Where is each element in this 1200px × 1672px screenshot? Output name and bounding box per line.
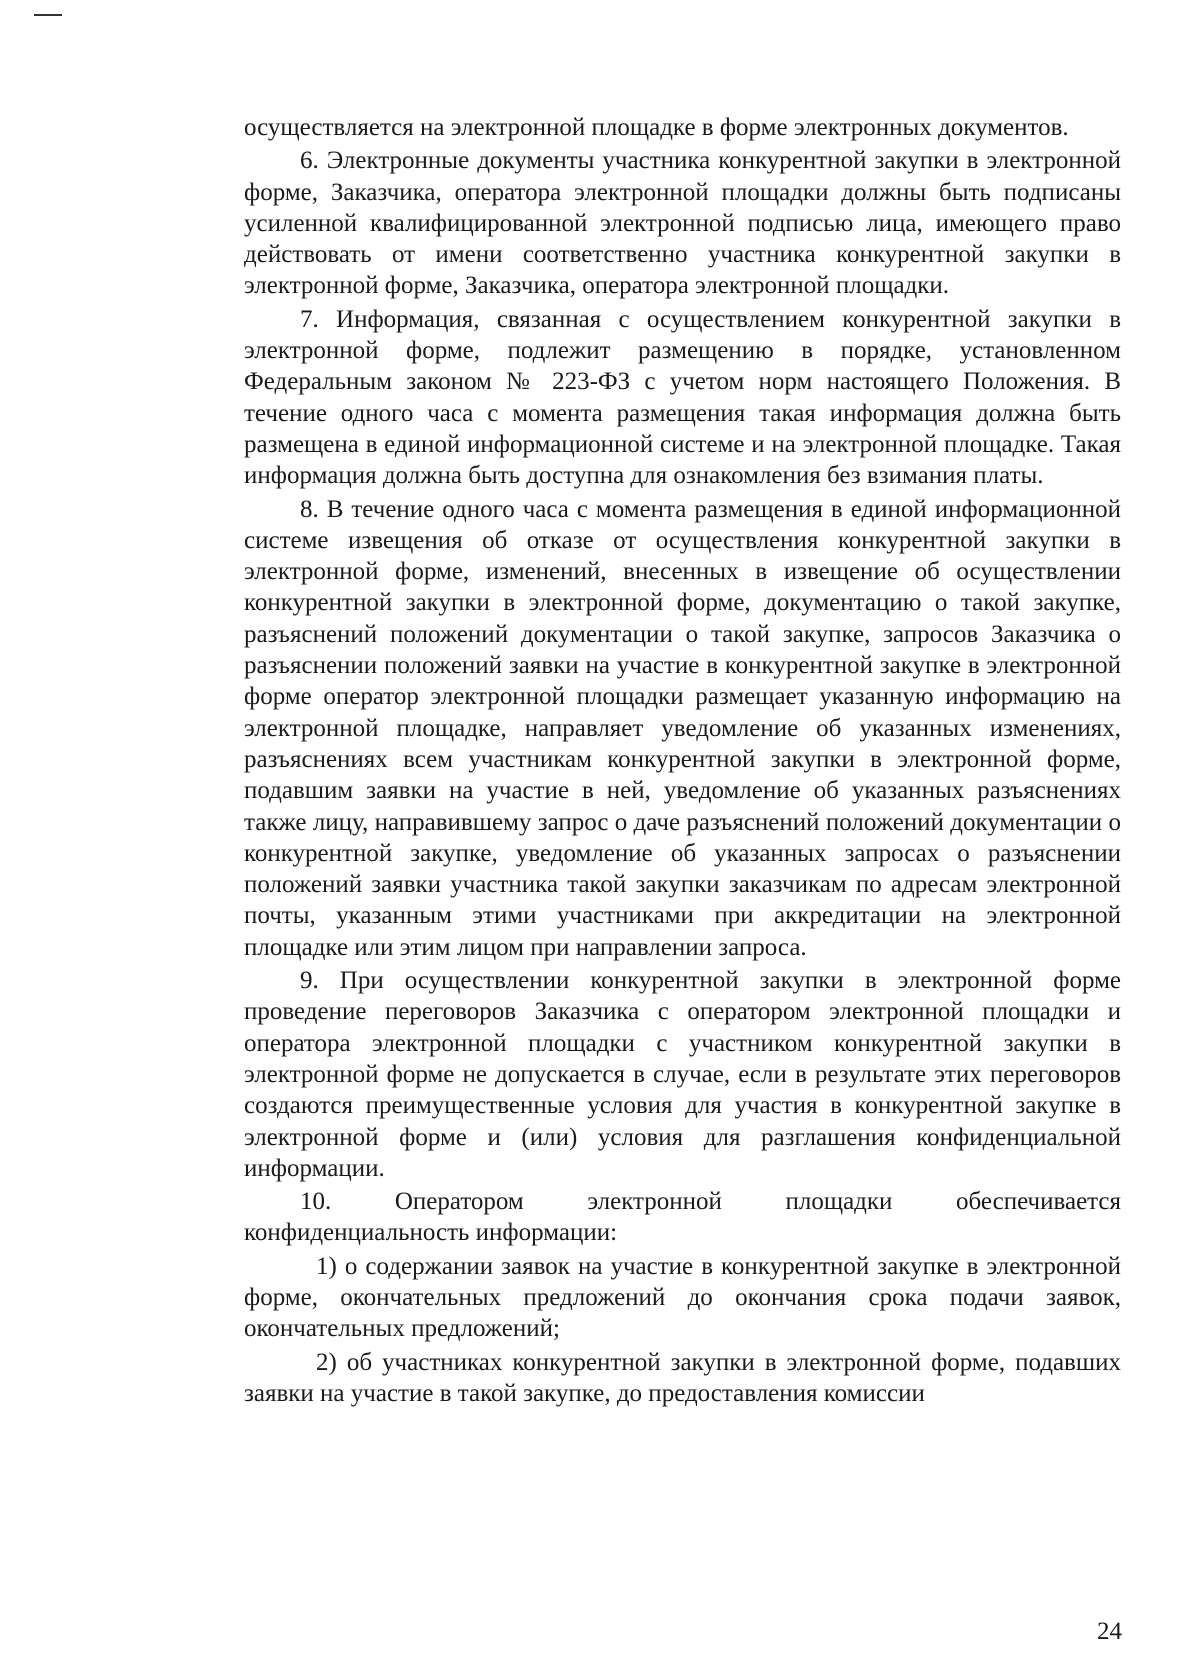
list-item-2: 2) об участниках конкурентной закупки в электронной форме, подавших заявки на участие в такой закупке, до предоставления комиссии (244, 1348, 1121, 1407)
paragraph-9: 9. При осуществлении конкурентной закупки в электронной форме проведение переговоров Заказчика с оператором электронной площадки и оператора электронной площадки с участником конкурентной закупки в электронной форме не допускается в случае, если в результате этих переговоров создаются преимущественные условия для участия в конкурентной закупке в электронной форме и (или) условия для разглашения конфиденциальной информации. (244, 967, 1121, 1182)
paragraph-8: 8. В течение одного часа с момента размещения в единой информационной системе извещения об отказе от осуществления конкурентной закупки в электронной форме, изменений, внесенных в извещение об осуществлении конкурентной закупки в электронной форме, документацию о такой закупке, разъяснений положений документации о такой закупке, запросов Заказчика о разъяснении положений заявки на участие в конкурентной закупке в электронной форме оператор электронной площадки размещает указанную информацию на электронной площадке, направляет уведомление об указанных изменениях, разъяснениях всем участникам конкурентной закупки в электронной форме, подавшим заявки на участие в ней, уведомление об указанных разъяснениях также лицу, направившему запрос о даче разъяснений положений документации о конкурентной закупке, уведомление об указанных запросах о разъяснении положений заявки участника такой закупки заказчикам по адресам электронной почты, указанным этими участниками при аккредитации на электронной площадке или этим лицом при направлении запроса. (244, 495, 1121, 961)
paragraph-7: 7. Информация, связанная с осуществлением конкурентной закупки в электронной форме, подлежит размещению в порядке, установленном Федеральным законом № 223-ФЗ с учетом норм настоящего Положения. В течение одного часа с момента размещения такая информация должна быть размещена в единой информационной системе и на электронной площадке. Такая информация должна быть доступна для ознакомления без взимания платы. (244, 305, 1121, 490)
paragraph-continuation: осуществляется на электронной площадке в форме электронных документов. (244, 114, 1069, 141)
scan-corner-mark (34, 14, 62, 16)
page-number: 24 (1097, 1618, 1122, 1645)
paragraph-6: 6. Электронные документы участника конкурентной закупки в электронной форме, Заказчика, оператора электронной площадки должны быть подписаны усиленной квалифицированной электронной подписью лица, имеющего право действовать от имени соответственно участника конкурентной закупки в электронной форме, Заказчика, оператора электронной площадки. (244, 147, 1121, 300)
paragraph-10: 10. Оператором электронной площадки обеспечивается конфиденциальность информации: (244, 1188, 1121, 1247)
list-item-1: 1) о содержании заявок на участие в конкурентной закупке в электронной форме, окончательных предложений до окончания срока подачи заявок, окончательных предложений; (244, 1252, 1121, 1343)
document-page (244, 112, 1121, 1409)
